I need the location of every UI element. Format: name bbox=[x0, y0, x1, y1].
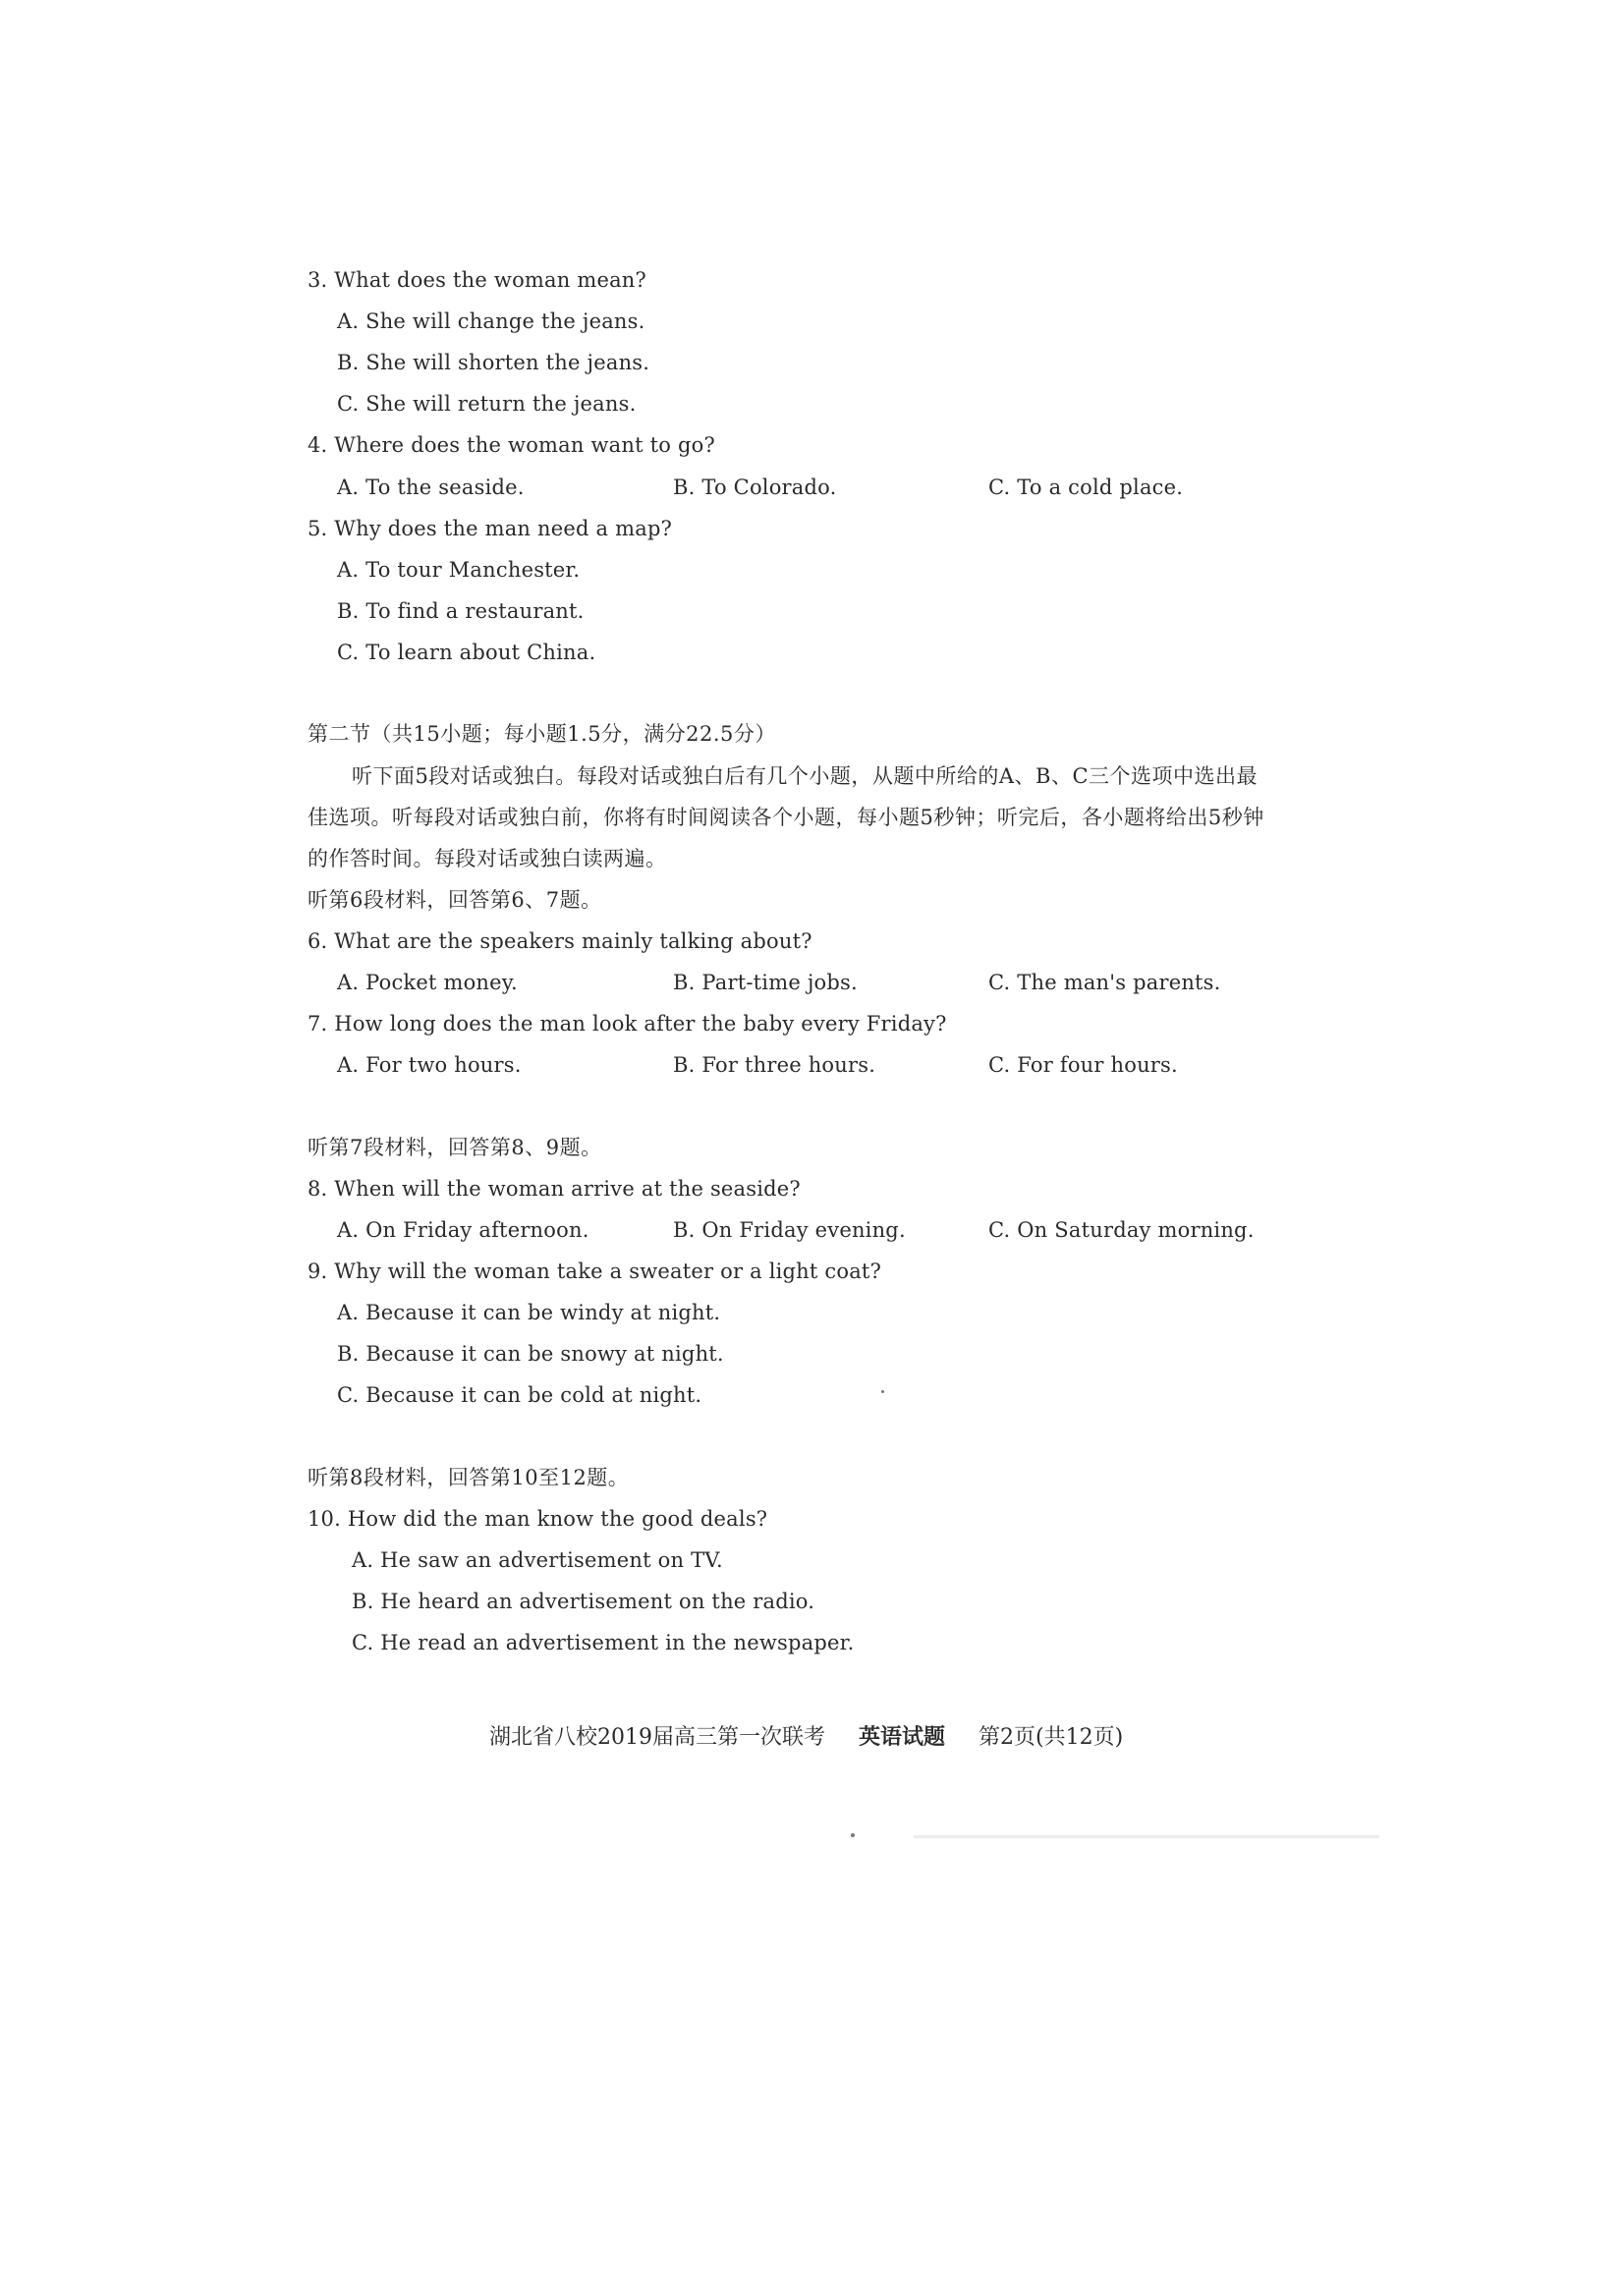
question-7-stem: 7. How long does the man look after the baby every Friday? bbox=[308, 1012, 947, 1036]
material-6-heading: 听第6段材料，回答第6、7题。 bbox=[308, 888, 602, 912]
question-5-option-c: C. To learn about China. bbox=[337, 641, 596, 664]
question-4-option-b: B. To Colorado. bbox=[673, 476, 837, 499]
section-2-heading: 第二节（共15小题；每小题1.5分，满分22.5分） bbox=[308, 722, 776, 746]
scan-artifact-dot bbox=[851, 1833, 855, 1837]
question-4-option-a: A. To the seaside. bbox=[337, 476, 525, 499]
question-9-stem: 9. Why will the woman take a sweater or a light coat? bbox=[308, 1260, 882, 1283]
section-2-instruction-line-1: 听下面5段对话或独白。每段对话或独白后有几个小题，从题中所给的A、B、C三个选项中选出最 bbox=[352, 764, 1259, 788]
material-8-heading: 听第8段材料，回答第10至12题。 bbox=[308, 1466, 630, 1489]
question-9-option-a: A. Because it can be windy at night. bbox=[337, 1301, 721, 1324]
question-6-stem: 6. What are the speakers mainly talking about? bbox=[308, 929, 812, 953]
scan-artifact-dot bbox=[881, 1390, 884, 1393]
question-8-stem: 8. When will the woman arrive at the seaside? bbox=[308, 1177, 801, 1201]
question-7-option-b: B. For three hours. bbox=[673, 1053, 876, 1077]
question-6-option-c: C. The man's parents. bbox=[988, 971, 1221, 994]
footer-exam-name: 湖北省八校2019届高三第一次联考 bbox=[489, 1725, 825, 1750]
question-4-stem: 4. Where does the woman want to go? bbox=[308, 433, 715, 457]
question-8-option-c: C. On Saturday morning. bbox=[988, 1218, 1255, 1242]
scan-artifact-line bbox=[914, 1835, 1379, 1838]
section-2-instruction-line-2: 佳选项。听每段对话或独白前，你将有时间阅读各个小题，每小题5秒钟；听完后，各小题将给出5秒钟 bbox=[308, 806, 1264, 829]
question-10-option-b: B. He heard an advertisement on the radio. bbox=[352, 1590, 815, 1613]
question-3-stem: 3. What does the woman mean? bbox=[308, 268, 646, 292]
question-6-option-b: B. Part-time jobs. bbox=[673, 971, 858, 994]
question-3-option-c: C. She will return the jeans. bbox=[337, 392, 637, 416]
footer-subject: 英语试题 bbox=[859, 1724, 946, 1750]
question-5-option-a: A. To tour Manchester. bbox=[337, 558, 581, 582]
footer-page-number: 第2页(共12页) bbox=[979, 1725, 1124, 1750]
question-6-option-a: A. Pocket money. bbox=[337, 971, 518, 994]
question-10-option-c: C. He read an advertisement in the newspaper. bbox=[352, 1631, 855, 1654]
question-8-option-a: A. On Friday afternoon. bbox=[337, 1218, 589, 1242]
question-3-option-b: B. She will shorten the jeans. bbox=[337, 351, 650, 374]
material-7-heading: 听第7段材料，回答第8、9题。 bbox=[308, 1136, 602, 1159]
page-footer bbox=[489, 1721, 1123, 1754]
question-9-option-c: C. Because it can be cold at night. bbox=[337, 1383, 702, 1407]
question-3-option-a: A. She will change the jeans. bbox=[337, 309, 645, 333]
section-2-instruction-line-3: 的作答时间。每段对话或独白读两遍。 bbox=[308, 847, 667, 870]
question-5-option-b: B. To find a restaurant. bbox=[337, 599, 585, 623]
question-9-option-b: B. Because it can be snowy at night. bbox=[337, 1342, 724, 1366]
question-10-option-a: A. He saw an advertisement on TV. bbox=[352, 1548, 723, 1572]
question-8-option-b: B. On Friday evening. bbox=[673, 1218, 906, 1242]
question-5-stem: 5. Why does the man need a map? bbox=[308, 517, 673, 540]
question-7-option-a: A. For two hours. bbox=[337, 1053, 522, 1077]
question-10-stem: 10. How did the man know the good deals? bbox=[308, 1507, 768, 1531]
question-4-option-c: C. To a cold place. bbox=[988, 476, 1184, 499]
question-7-option-c: C. For four hours. bbox=[988, 1053, 1178, 1077]
